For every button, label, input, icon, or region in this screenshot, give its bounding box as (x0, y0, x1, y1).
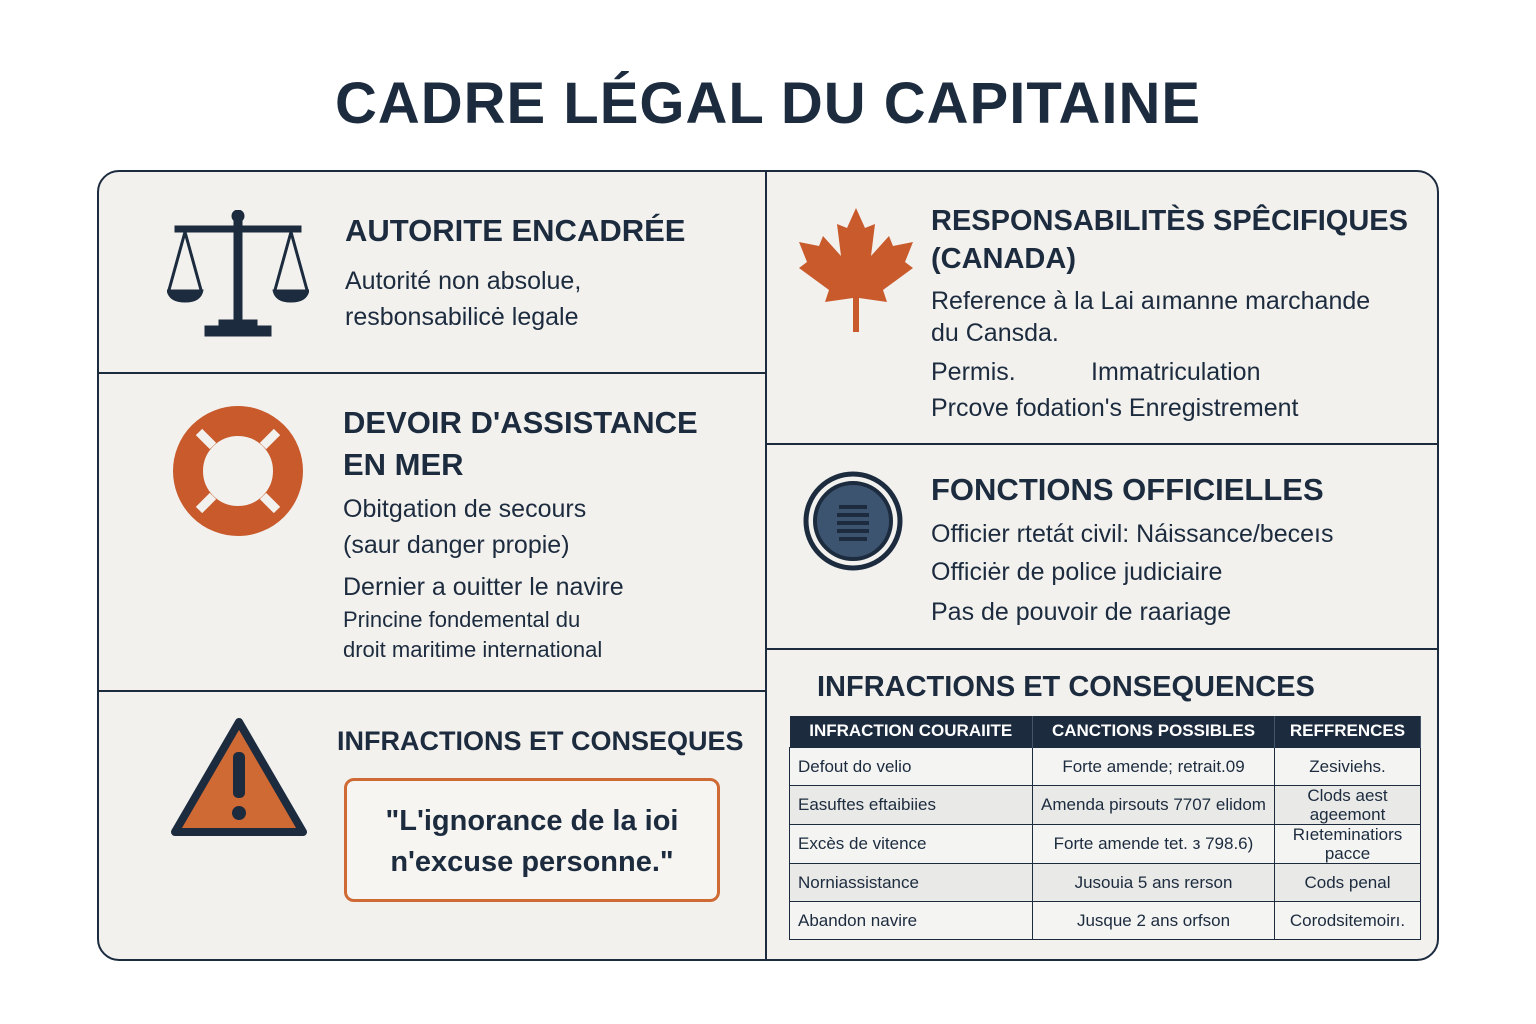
infractions-table (789, 716, 1421, 940)
table-row (790, 901, 1421, 939)
table-cell: Defout do velio (790, 747, 1033, 785)
quote-line: n'excuse personne." (390, 846, 674, 878)
column-header: REFFRENCES (1275, 716, 1421, 747)
text-line: Princine fondemental du (343, 607, 581, 632)
text-line: Reference à la Lai aımanne marchande (931, 287, 1371, 315)
text-line: Obitgation de secours (343, 495, 587, 523)
page-title: CADRE LÉGAL DU CAPITAINE (334, 71, 1202, 136)
text-line: droit maritime international (343, 637, 603, 662)
table-cell: Clods aest ageemont (1275, 785, 1421, 824)
heading: EN MER (343, 447, 464, 482)
section-infractions-table (767, 650, 1439, 961)
column-header: INFRACTION COURAIITE (790, 716, 1033, 747)
heading: FONCTIONS OFFICIELLES (931, 472, 1324, 507)
warning-icon (169, 716, 309, 838)
table-cell: Norniassistance (790, 863, 1033, 901)
heading: INFRACTIONS ET CONSEQUES (337, 726, 744, 756)
section-canada (767, 172, 1439, 445)
section-autorite (99, 172, 767, 374)
heading: INFRACTIONS ET CONSEQUENCES (817, 671, 1315, 703)
table-cell: Forte amende tet. з 798.6) (1033, 824, 1275, 863)
section-assistance (99, 374, 767, 692)
permis-label: Permis. (931, 358, 1016, 386)
text-line: Autorité non absolue, (345, 267, 582, 295)
immatriculation-label: Immatriculation (1091, 358, 1261, 386)
text-line: Officier rtetát civil: Náissance/beceıs (931, 520, 1334, 548)
table-cell: Cods penal (1275, 863, 1421, 901)
table-cell: Jusque 2 ans orfson (1033, 901, 1275, 939)
scales-icon (167, 210, 309, 338)
badge-icon (803, 471, 903, 571)
heading: (CANADA) (931, 243, 1076, 275)
heading: DEVOIR D'ASSISTANCE (343, 405, 698, 440)
text-line: Officiėr de police judiciaire (931, 558, 1223, 586)
column-header: CANCTIONS POSSIBLES (1033, 716, 1275, 747)
table-cell: Abandon navire (790, 901, 1033, 939)
section-fonctions (767, 445, 1439, 650)
table-cell: Rıeteminatiors pacce (1275, 824, 1421, 863)
lifebuoy-icon (171, 404, 305, 538)
table-row (790, 785, 1421, 824)
text-line: Pas de pouvoir de raariage (931, 598, 1232, 626)
text-line: du Cansda. (931, 319, 1059, 347)
quote-line: "L'ignorance de la ioi (385, 805, 679, 837)
table-cell: Excès de vitence (790, 824, 1033, 863)
legal-framework-panel (97, 170, 1439, 961)
text-line: Dernier a ouitter le navire (343, 573, 624, 601)
table-cell: Amenda pirsouts 7707 elidom (1033, 785, 1275, 824)
table-cell: Forte amende; retrait.09 (1033, 747, 1275, 785)
table-cell: Easuftes eftaibiies (790, 785, 1033, 824)
table-cell: Corodsitemoirı. (1275, 901, 1421, 939)
table-row (790, 747, 1421, 785)
text-line: resbonsabilicė legale (345, 303, 579, 331)
section-infractions-quote (99, 692, 767, 961)
maple-leaf-icon (797, 206, 915, 332)
heading: RESPONSABILITÈS SPÊCIFIQUES (931, 205, 1408, 237)
table-cell: Zesiviehs. (1275, 747, 1421, 785)
table-row (790, 824, 1421, 863)
table-row (790, 863, 1421, 901)
table-cell: Jusouia 5 ans rerson (1033, 863, 1275, 901)
quote-box (344, 778, 720, 902)
text-line: (saur danger propie) (343, 531, 570, 559)
heading: AUTORITE ENCADRÉE (345, 213, 686, 248)
enregistrement-label: Prcove fodation's Enregistrement (931, 394, 1299, 422)
